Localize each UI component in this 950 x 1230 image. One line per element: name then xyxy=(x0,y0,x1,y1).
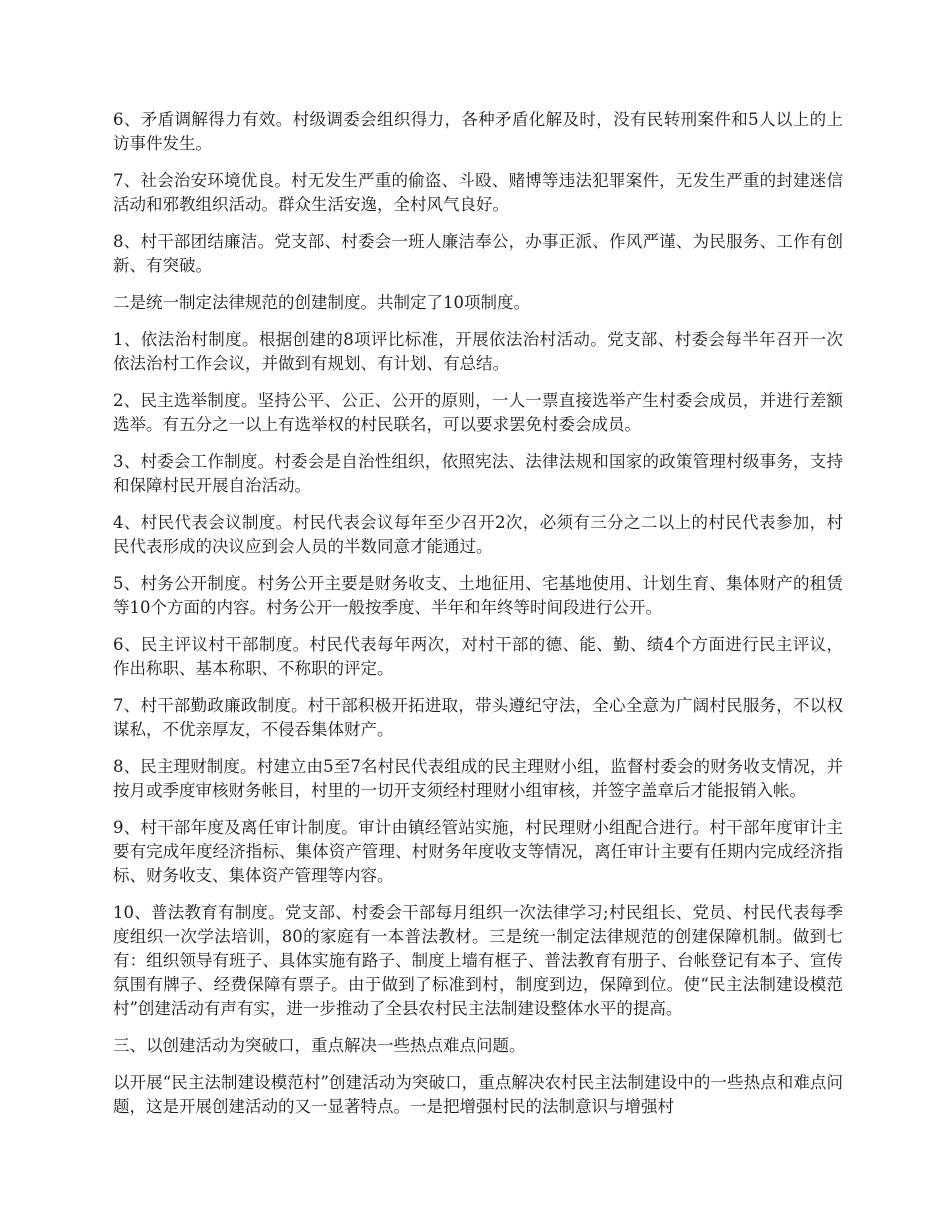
paragraph-12: 8、民主理财制度。村建立由5至7名村民代表组成的民主理财小组，监督村委会的财务收支情况，并按月或季度审核财务帐目，村里的一切开支须经村理财小组审核，并签字盖章后才能报销入帐。 xyxy=(113,757,843,800)
paragraph-11: 7、村干部勤政廉政制度。村干部积极开拓进取，带头遵纪守法，全心全意为广阔村民服务，不以权谋私，不优亲厚友，不侵吞集体财产。 xyxy=(113,696,843,739)
paragraph-10: 6、民主评议村干部制度。村民代表每年两次，对村干部的德、能、勤、绩4个方面进行民主评议，作出称职、基本称职、不称职的评定。 xyxy=(113,635,843,678)
paragraph-1: 6、矛盾调解得力有效。村级调委会组织得力，各种矛盾化解及时，没有民转刑案件和5人以上的上访事件发生。 xyxy=(113,110,843,153)
paragraph-2: 7、社会治安环境优良。村无发生严重的偷盗、斗殴、赌博等违法犯罪案件，无发生严重的封建迷信活动和邪教组织活动。群众生活安逸，全村风气良好。 xyxy=(113,171,843,214)
paragraph-5: 1、依法治村制度。根据创建的8项评比标准，开展依法治村活动。党支部、村委会每半年召开一次依法治村工作会议，并做到有规划、有计划、有总结。 xyxy=(113,330,843,373)
paragraph-8: 4、村民代表会议制度。村民代表会议每年至少召开2次，必须有三分之二以上的村民代表参加，村民代表形成的决议应到会人员的半数同意才能通过。 xyxy=(113,513,843,556)
paragraph-6: 2、民主选举制度。坚持公平、公正、公开的原则，一人一票直接选举产生村委会成员，并进行差额选举。有五分之一以上有选举权的村民联名，可以要求罢免村委会成员。 xyxy=(113,391,843,434)
paragraph-16: 以开展“民主法制建设模范村”创建活动为突破口，重点解决农村民主法制建设中的一些热点和难点问题，这是开展创建活动的又一显著特点。一是把增强村民的法制意识与增强村 xyxy=(113,1073,843,1116)
paragraph-15: 三、以创建活动为突破口，重点解决一些热点难点问题。 xyxy=(113,1036,526,1055)
paragraph-4: 二是统一制定法律规范的创建制度。共制定了10项制度。 xyxy=(113,293,530,312)
document-page xyxy=(113,108,843,1132)
paragraph-9: 5、村务公开制度。村务公开主要是财务收支、土地征用、宅基地使用、计划生育、集体财产的租赁等10个方面的内容。村务公开一般按季度、半年和年终等时间段进行公开。 xyxy=(113,574,843,617)
paragraph-3: 8、村干部团结廉洁。党支部、村委会一班人廉洁奉公，办事正派、作风严谨、为民服务、工作有创新、有突破。 xyxy=(113,232,843,275)
paragraph-14: 10、普法教育有制度。党支部、村委会干部每月组织一次法律学习;村民组长、党员、村民代表每季度组织一次学法培训，80的家庭有一本普法教材。三是统一制定法律规范的创建保障机制。做到七有：组织领导有班子、具体实施有路子、制度上墙有框子、普法教育有册子、台帐登记有本子、宣传氛围有牌子、经费保障有票子。由于做到了标准到村，制度到边，保障到位。使“民主法制建设模范村”创建活动有声有实，进一步推动了全县农村民主法制建设整体水平的提高。 xyxy=(113,903,843,1018)
paragraph-13: 9、村干部年度及离任审计制度。审计由镇经管站实施，村民理财小组配合进行。村干部年度审计主要有完成年度经济指标、集体资产管理、村财务年度收支等情况，离任审计主要有任期内完成经济指标、财务收支、集体资产管理等内容。 xyxy=(113,818,843,885)
paragraph-7: 3、村委会工作制度。村委会是自治性组织，依照宪法、法律法规和国家的政策管理村级事务，支持和保障村民开展自治活动。 xyxy=(113,452,843,495)
